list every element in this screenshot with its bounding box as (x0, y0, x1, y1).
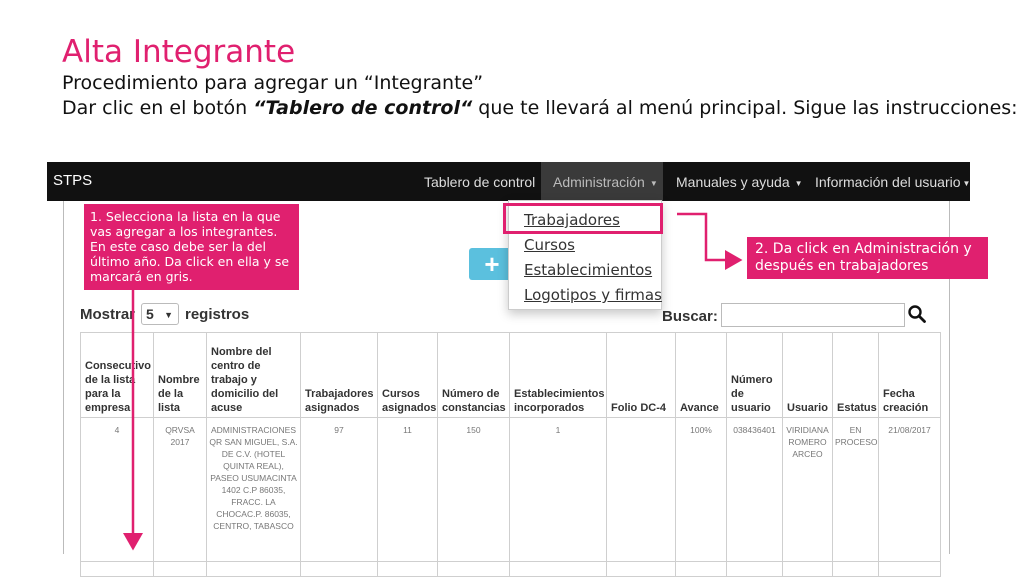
nav-label: Administración (553, 174, 645, 190)
caret-down-icon: ▼ (794, 179, 803, 188)
table-cell: 100% (676, 418, 727, 562)
table-cell (510, 562, 607, 577)
instruction-pre: Dar clic en el botón (62, 97, 254, 119)
callout-step-1: 1. Selecciona la lista en la que vas agregar a los integrantes. En este caso debe ser la del último año. Da click en ella y se marcará en gris. (84, 204, 299, 290)
nav-manuales-y-ayuda[interactable] (664, 162, 815, 201)
table-cell: QRVSA 2017 (154, 418, 207, 562)
column-header[interactable]: Cursos asignados (378, 333, 438, 418)
caret-down-icon: ▼ (962, 179, 971, 188)
page-size-value: 5 (146, 306, 154, 322)
search-label: Buscar: (662, 308, 718, 325)
menu-item-cursos[interactable]: Cursos (524, 236, 575, 254)
table-cell (301, 562, 378, 577)
table-cell: EN PROCESO (833, 418, 879, 562)
table-header-row (81, 333, 941, 418)
column-header[interactable]: Trabajadores asignados (301, 333, 378, 418)
show-label: Mostrar (80, 306, 136, 323)
callout-step-2: 2. Da click en Administración y después en trabajadores (747, 237, 988, 279)
table-cell (727, 562, 783, 577)
instruction-bold: “Tablero de control“ (253, 97, 473, 119)
table-row[interactable] (81, 418, 941, 562)
table-cell (378, 562, 438, 577)
column-header[interactable]: Avance (676, 333, 727, 418)
table-cell (207, 562, 301, 577)
table-cell: 150 (438, 418, 510, 562)
slide-subtitle: Procedimiento para agregar un “Integrante” (62, 72, 484, 94)
table-cell: 97 (301, 418, 378, 562)
navbar (47, 162, 970, 201)
brand[interactable]: STPS (53, 172, 93, 189)
table-cell (879, 562, 941, 577)
menu-item-logotipos-y-firmas[interactable]: Logotipos y firmas (524, 286, 662, 304)
table-cell: 038436401 (727, 418, 783, 562)
slide-title: Alta Integrante (62, 34, 296, 70)
instruction-post: que te llevará al menú principal. Sigue las instrucciones: (472, 97, 1018, 119)
search-icon[interactable] (907, 304, 927, 324)
table-cell: 11 (378, 418, 438, 562)
table-cell: 21/08/2017 (879, 418, 941, 562)
column-header[interactable]: Establecimientos incorporados (510, 333, 607, 418)
column-header[interactable]: Estatus (833, 333, 879, 418)
caret-down-icon: ▼ (164, 310, 173, 320)
slide-instruction (62, 97, 1018, 119)
table-cell: 1 (510, 418, 607, 562)
page-size-select[interactable] (141, 303, 179, 325)
nav-tablero-de-control[interactable] (412, 162, 547, 201)
table-cell (783, 562, 833, 577)
nav-informacion-del-usuario[interactable] (803, 162, 982, 201)
table-cell (438, 562, 510, 577)
column-header[interactable]: Número de usuario (727, 333, 783, 418)
table-cell: ADMINISTRACIONES QR SAN MIGUEL, S.A. DE C.V. (HOTEL QUINTA REAL), PASEO USUMACINTA 1402 C.P 86035, FRACC. LA CHOCAC.P. 86035, CENTRO, TABASCO (207, 418, 301, 562)
menu-item-establecimientos[interactable]: Establecimientos (524, 261, 653, 279)
menu-item-trabajadores[interactable]: Trabajadores (524, 211, 620, 229)
table-cell (607, 418, 676, 562)
trabajadores-highlight (503, 203, 663, 234)
column-header[interactable]: Nombre de la lista (154, 333, 207, 418)
search-input[interactable] (721, 303, 905, 327)
nav-administracion[interactable] (541, 162, 663, 201)
column-header[interactable]: Número de constancias (438, 333, 510, 418)
table-cell (676, 562, 727, 577)
table-cell (833, 562, 879, 577)
lists-table (80, 332, 941, 577)
column-header[interactable]: Consecutivo de la lista para la empresa (81, 333, 154, 418)
column-header[interactable]: Fecha creación (879, 333, 941, 418)
column-header[interactable]: Nombre del centro de trabajo y domicilio del acuse (207, 333, 301, 418)
column-header[interactable]: Folio DC-4 (607, 333, 676, 418)
plus-icon: + (484, 249, 500, 279)
table-cell: 4 (81, 418, 154, 562)
table-cell (154, 562, 207, 577)
table-row (81, 562, 941, 577)
table-cell (607, 562, 676, 577)
column-header[interactable]: Usuario (783, 333, 833, 418)
nav-label: Tablero de control (424, 174, 536, 190)
nav-label: Información del usuario (815, 174, 961, 190)
records-label: registros (185, 306, 250, 323)
table-cell: VIRIDIANA ROMERO ARCEO (783, 418, 833, 562)
table-cell (81, 562, 154, 577)
caret-down-icon: ▼ (649, 179, 658, 188)
nav-label: Manuales y ayuda (676, 174, 790, 190)
